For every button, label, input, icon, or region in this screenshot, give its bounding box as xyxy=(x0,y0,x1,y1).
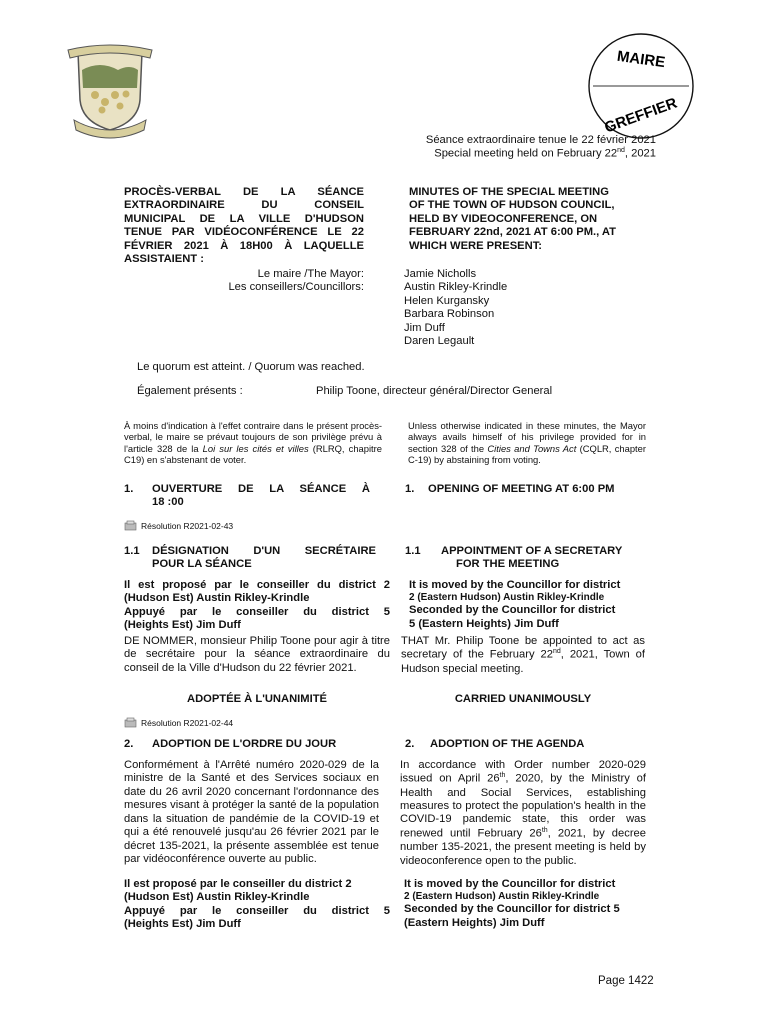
resolution-icon xyxy=(124,520,137,531)
section-1-1-body-fr: DE NOMMER, monsieur Philip Toone pour agir à titre de secrétaire pour la séance extraordinaire du conseil de la Ville d'Hudson du 22 février 2021. xyxy=(124,635,390,674)
member: Helen Kurgansky xyxy=(404,294,490,307)
member-list xyxy=(404,268,604,349)
notice-en: Unless otherwise indicated in these minutes, the Mayor always avails himself of his privilege provided for in section 328 of the Cities and Towns Act (CQLR, chapter C-19) by abstaining from voting. xyxy=(408,420,646,466)
resolution-icon xyxy=(124,717,137,728)
section-2-body-fr: Conformément à l'Arrêté numéro 2020-029 de la ministre de la Santé et des Services sociaux en date du 26 avril 2020 concernant l'ordonnance des mesures visant à protéger la santé de la population dans la situation de pandémie de la COVID-19 et qui a été renouvelé jusqu'au 26 février 2021 par le décret 135-2021, la présente assemblée est tenue par vidéoconférence ouverte au public. xyxy=(124,759,379,866)
meeting-date-en: Special meeting held on February 22nd, 2021 xyxy=(434,147,656,161)
section-2-heading-fr: ADOPTION DE L'ORDRE DU JOUR xyxy=(152,738,337,750)
section-1-number-fr: 1. xyxy=(124,483,134,495)
moved-by-en: It is moved by the Councillor for district 2 (Eastern Hudson) Austin Rikley-Krindle Seconded by the Councillor for district 5 (Eastern Heights) Jim Duff xyxy=(409,579,621,630)
moved-by-fr-2: Il est proposé par le conseiller du district 2 (Hudson Est) Austin Rikley-Krindle Appuyé par le conseiller du district 5 (Heights Est) Jim Duff xyxy=(124,878,390,931)
resolution-label: Résolution R2021-02-44 xyxy=(124,717,233,728)
title-fr: PROCÈS-VERBAL DE LA SÉANCE EXTRAORDINAIRE DU CONSEIL MUNICIPAL DE LA VILLE D'HUDSON TENUE PAR VIDÉOCONFÉRENCE LE 22 FÉVRIER 2021 À 18H00 À LAQUELLE ASSISTAIENT : xyxy=(124,186,364,266)
maire-greffier-stamp xyxy=(585,30,697,142)
section-2-body-en: In accordance with Order number 2020-029 issued on April 26th, 2020, by the Ministry of Health and Social Services, establishing measures to protect the population's health in the COVID-19 pandemic state, this order was renewed until February 26th, 2021, by decree number 135-2021, the present meeting is held by videoconference open to the public. xyxy=(400,759,646,867)
also-present-value: Philip Toone, directeur général/Director General xyxy=(316,385,553,397)
meeting-date-fr: Séance extraordinaire tenue le 22 février 2021 xyxy=(425,134,656,146)
section-1-1-heading-en: APPOINTMENT OF A SECRETARY FOR THE MEETING xyxy=(441,545,623,571)
section-2-number-fr: 2. xyxy=(124,738,134,750)
section-2-heading-en: ADOPTION OF THE AGENDA xyxy=(430,738,585,750)
town-crest-logo xyxy=(60,40,160,140)
section-2-number-en: 2. xyxy=(405,738,415,750)
member: Jamie Nicholls xyxy=(404,268,477,280)
section-1-1-number-en: 1.1 xyxy=(405,545,421,557)
section-1-1-number-fr: 1.1 xyxy=(124,545,140,557)
member: Barbara Robinson xyxy=(404,308,495,321)
section-1-1-heading-fr: DÉSIGNATION D'UN SECRÉTAIRE POUR LA SÉANCE xyxy=(152,545,376,571)
notice-fr: À moins d'indication à l'effet contraire dans le présent procès-verbal, le maire se prévaut toujours de son privilège prévu à l'article 328 de la Loi sur les cités et villes (RLRQ, chapitre C19) en s'abstenant de voter. xyxy=(124,420,382,466)
adopted-fr: ADOPTÉE À L'UNANIMITÉ xyxy=(186,693,328,705)
stamp-greffier: GREFFIER xyxy=(602,94,680,137)
member: Jim Duff xyxy=(404,321,445,334)
section-1-heading-en: OPENING OF MEETING AT 6:00 PM xyxy=(428,483,615,495)
resolution-label: Résolution R2021-02-43 xyxy=(124,520,233,531)
moved-by-fr: Il est proposé par le conseiller du district 2 (Hudson Est) Austin Rikley-Krindle Appuyé par le conseiller du district 5 (Heights Est) Jim Duff xyxy=(124,579,390,632)
also-present-label: Également présents : xyxy=(137,385,243,397)
member: Daren Legault xyxy=(404,335,475,348)
title-en: MINUTES OF THE SPECIAL MEETING OF THE TOWN OF HUDSON COUNCIL, HELD BY VIDEOCONFERENCE, ON FEBRUARY 22nd, 2021 AT 6:00 PM., AT WHICH WERE PRESENT: xyxy=(409,186,617,252)
section-1-number-en: 1. xyxy=(405,483,415,495)
member: Austin Rikley-Krindle xyxy=(404,281,508,294)
section-1-heading-fr: OUVERTURE DE LA SÉANCE À 18 :00 xyxy=(152,483,370,509)
section-1-1-body-en: THAT Mr. Philip Toone be appointed to act as secretary of the February 22nd, 2021, Town of Hudson special meeting. xyxy=(401,635,645,675)
attendance-labels: Le maire /The Mayor: Les conseillers/Councillors: xyxy=(228,268,364,294)
moved-by-en-2: It is moved by the Councillor for district 2 (Eastern Hudson) Austin Rikley-Krindle Seconded by the Councillor for district 5 (Eastern Heights) Jim Duff xyxy=(404,878,620,929)
stamp-maire: MAIRE xyxy=(615,47,667,72)
page-number: Page 1422 xyxy=(598,975,654,987)
quorum-note: Le quorum est atteint. / Quorum was reached. xyxy=(137,361,365,373)
carried-en: CARRIED UNANIMOUSLY xyxy=(454,693,592,705)
